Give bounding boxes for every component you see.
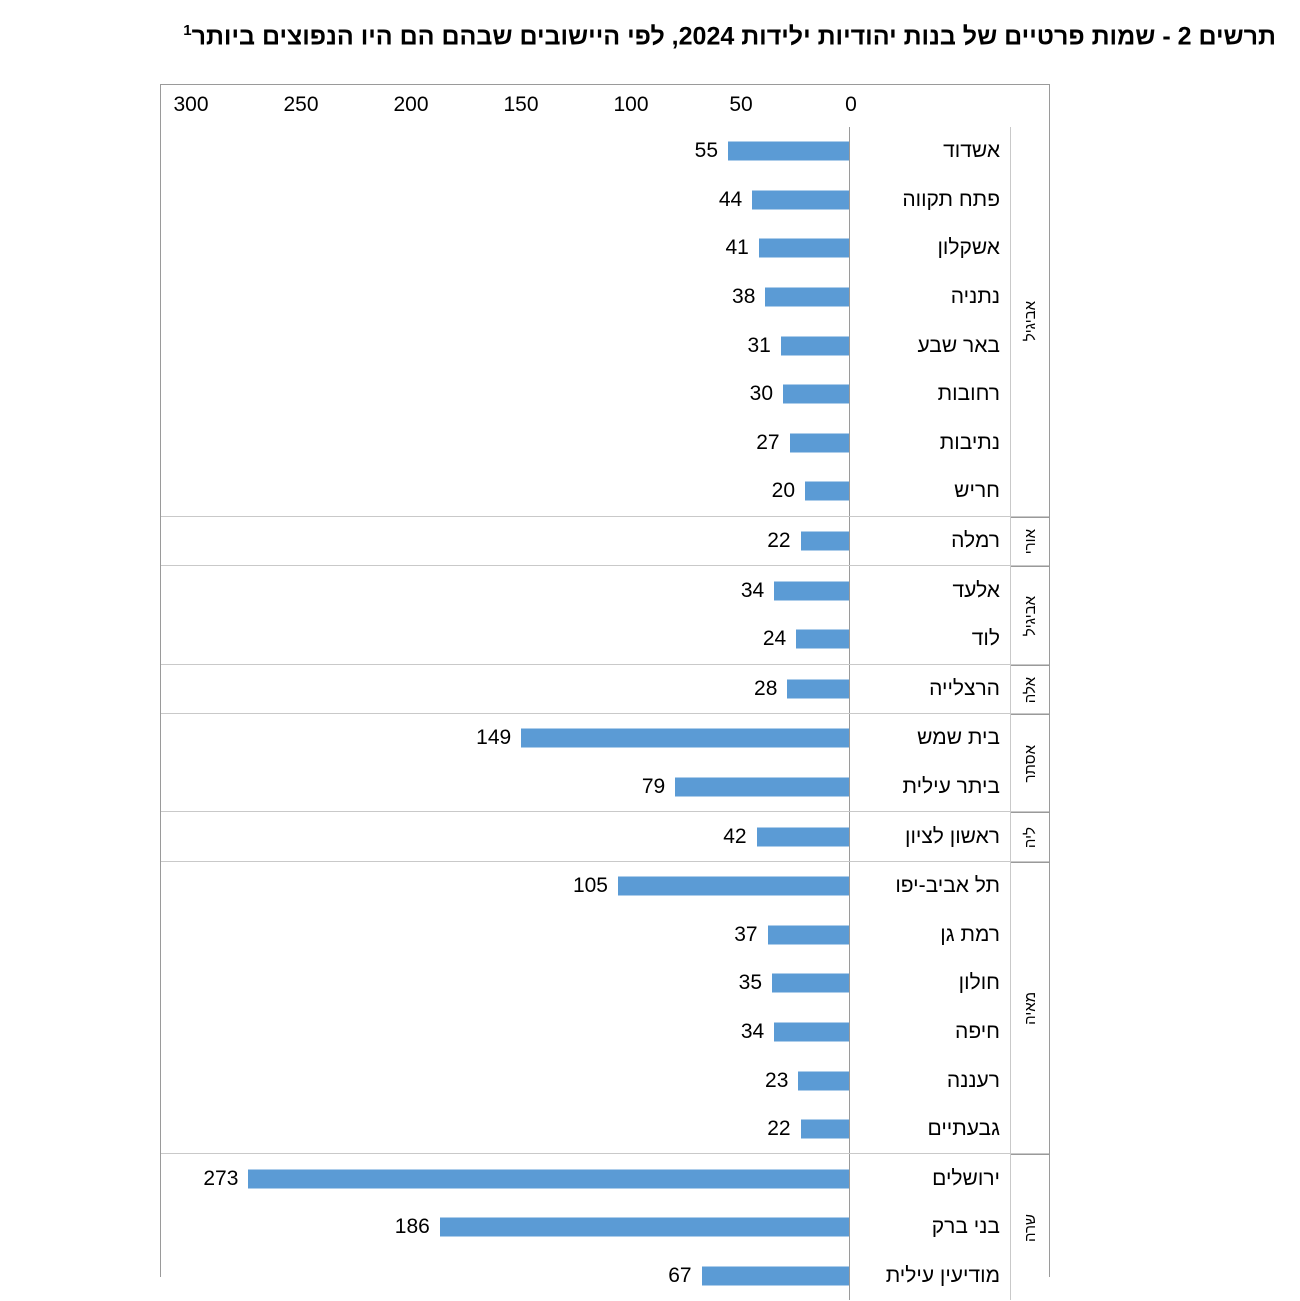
- bar: [757, 827, 849, 846]
- group-label-cell: [1011, 911, 1049, 960]
- x-axis-tick: 50: [729, 93, 753, 116]
- bar-row: [161, 911, 1049, 960]
- bar: [521, 729, 849, 748]
- group-label-cell: [1011, 273, 1049, 322]
- bar-row: [161, 1105, 1049, 1154]
- category-label-cell: [849, 321, 1011, 370]
- group-label: אביגיל: [1021, 301, 1039, 342]
- bar-cell: [161, 321, 849, 370]
- category-label: רעננה: [946, 1068, 1000, 1092]
- bar: [801, 1120, 849, 1139]
- x-axis-tick: 250: [283, 93, 319, 116]
- bar-row: [161, 615, 1049, 664]
- bar: [752, 190, 849, 209]
- bar-cell: [161, 1105, 849, 1154]
- bar-row: [161, 516, 1049, 566]
- category-label: תל אביב-יפו: [895, 874, 1000, 898]
- bar-cell: [161, 959, 849, 1008]
- group-label-cell: [1011, 1008, 1049, 1057]
- bar-row: [161, 1056, 1049, 1105]
- category-label: ראשון לציון: [905, 824, 1000, 848]
- bar-row: [161, 224, 1049, 273]
- group-label-cell: [1011, 176, 1049, 225]
- x-axis-tick: 150: [503, 93, 539, 116]
- bar-cell: [161, 127, 849, 176]
- bar-value-label: 22: [767, 529, 791, 553]
- bar-value-label: 67: [668, 1263, 692, 1287]
- bar: [675, 778, 849, 797]
- group-label-cell: [1011, 1056, 1049, 1105]
- x-axis: [161, 85, 1049, 127]
- page-title: [24, 22, 1276, 51]
- category-label-cell: [849, 763, 1011, 812]
- bar-cell: [161, 812, 849, 861]
- chart-plot-area: [160, 84, 1050, 1287]
- category-label-cell: [849, 370, 1011, 419]
- category-label-cell: [849, 1154, 1011, 1203]
- x-axis-tick: 200: [393, 93, 429, 116]
- category-label-cell: [849, 615, 1011, 664]
- bar-cell: [161, 1203, 849, 1252]
- bar-cell: [161, 517, 849, 566]
- bar-value-label: 28: [754, 676, 778, 700]
- category-label: ביתר עילית: [902, 775, 1000, 799]
- x-axis-tick: 0: [845, 93, 857, 116]
- bar-value-label: 55: [694, 139, 718, 163]
- bar-value-label: 34: [740, 1019, 765, 1043]
- bar-value-label: 105: [572, 874, 608, 898]
- bar-cell: [161, 665, 849, 714]
- bar-value-label: 79: [641, 775, 666, 799]
- category-label-cell: [849, 1056, 1011, 1105]
- category-label-cell: [849, 1008, 1011, 1057]
- category-label-cell: [849, 1252, 1011, 1301]
- bar: [765, 288, 849, 307]
- bar-row: [161, 321, 1049, 370]
- bar: [774, 1022, 849, 1041]
- bar-value-label: 34: [740, 578, 765, 602]
- category-label-cell: [849, 517, 1011, 566]
- bar: [702, 1266, 849, 1285]
- bar-value-label: 31: [747, 333, 771, 357]
- category-label-cell: [849, 127, 1011, 176]
- bar-row: [161, 664, 1049, 714]
- bar: [728, 142, 849, 161]
- category-label: נתיבות: [939, 430, 1000, 454]
- category-label-cell: [849, 1203, 1011, 1252]
- category-label-cell: [849, 959, 1011, 1008]
- group-label: מאיה: [1021, 992, 1039, 1026]
- x-axis-tick: 100: [613, 93, 649, 116]
- bar-cell: [161, 1252, 849, 1301]
- bar-row: [161, 763, 1049, 812]
- group-label-cell: [1011, 812, 1049, 862]
- category-label-cell: [849, 1105, 1011, 1154]
- group-label: אלה: [1021, 676, 1039, 703]
- bar-row: [161, 419, 1049, 468]
- bar-row: [161, 713, 1049, 783]
- category-label: לוד: [971, 627, 1000, 651]
- bar-value-label: 41: [725, 236, 749, 260]
- bar-value-label: 22: [767, 1117, 791, 1141]
- bar: [790, 433, 849, 452]
- category-label-cell: [849, 224, 1011, 273]
- bar-cell: [161, 467, 849, 516]
- group-label-cell: [1011, 370, 1049, 419]
- category-label: חריש: [954, 479, 1000, 503]
- category-label: מודיעין עילית: [885, 1263, 1000, 1287]
- bar-cell: [161, 1056, 849, 1105]
- bar-value-label: 149: [476, 726, 512, 750]
- bar: [798, 1071, 849, 1090]
- category-label-cell: [849, 812, 1011, 861]
- bar-row: [161, 1203, 1049, 1252]
- category-label-cell: [849, 467, 1011, 516]
- category-label: אשדוד: [943, 139, 1000, 163]
- bar: [759, 239, 849, 258]
- bar-row: [161, 811, 1049, 861]
- category-label: בני ברק: [931, 1215, 1000, 1239]
- bar-value-label: 35: [738, 971, 762, 995]
- group-label: ליה: [1021, 827, 1039, 849]
- bar-value-label: 42: [723, 824, 747, 848]
- group-label-cell: [1011, 321, 1049, 370]
- category-label-cell: [849, 862, 1011, 911]
- category-label: נתניה: [950, 285, 1000, 309]
- group-label-cell: [1011, 517, 1049, 567]
- bar-cell: [161, 862, 849, 911]
- bar: [801, 532, 849, 551]
- bar-row: [161, 176, 1049, 225]
- bar-row: [161, 565, 1049, 637]
- category-label: רחובות: [937, 382, 1000, 406]
- bar-cell: [161, 370, 849, 419]
- bar-cell: [161, 224, 849, 273]
- category-label-cell: [849, 714, 1011, 763]
- group-label-cell: [1011, 224, 1049, 273]
- category-label: באר שבע: [917, 333, 1000, 357]
- chart-title-text: תרשים 2 - שמות פרטיים של בנות יהודיות ילידות 2024, לפי היישובים שבהם הם היו הנפוצים ביותר: [191, 22, 1276, 51]
- bar-rows: [161, 127, 1049, 1287]
- bar-value-label: 37: [734, 922, 758, 946]
- category-label-cell: [849, 273, 1011, 322]
- bar: [248, 1169, 849, 1188]
- bar: [772, 974, 849, 993]
- group-label-cell: [1011, 763, 1049, 812]
- bar-cell: [161, 911, 849, 960]
- bar-value-label: 273: [203, 1166, 239, 1190]
- group-label-cell: [1011, 615, 1049, 664]
- group-label-cell: [1011, 1252, 1049, 1301]
- group-label-cell: [1011, 419, 1049, 468]
- title-footnote-marker: 1: [183, 22, 192, 39]
- category-label: הרצלייה: [929, 676, 1000, 700]
- group-label-cell: [1011, 665, 1049, 715]
- category-label: רמלה: [951, 529, 1000, 553]
- category-label-cell: [849, 566, 1011, 615]
- bar-row: [161, 370, 1049, 419]
- category-label: אשקלון: [937, 236, 1000, 260]
- bar-value-label: 44: [718, 187, 743, 211]
- bar-row: [161, 1008, 1049, 1057]
- bar-value-label: 20: [771, 479, 795, 503]
- category-label: רמת גן: [940, 922, 1000, 946]
- category-label: חולון: [958, 971, 1000, 995]
- group-label-cell: [1011, 1105, 1049, 1154]
- bar-value-label: 24: [762, 627, 787, 651]
- group-label: שרה: [1021, 1214, 1039, 1243]
- bar-row: [161, 1252, 1049, 1301]
- bar-cell: [161, 566, 849, 615]
- bar: [796, 630, 849, 649]
- bar-value-label: 23: [765, 1068, 789, 1092]
- bar-value-label: 38: [732, 285, 756, 309]
- category-label: גבעתיים: [927, 1117, 1000, 1141]
- category-label: חיפה: [955, 1019, 1000, 1043]
- group-label-cell: [1011, 959, 1049, 1008]
- bar: [805, 482, 849, 501]
- group-label-cell: [1011, 1203, 1049, 1252]
- bar: [781, 336, 849, 355]
- bar: [768, 925, 849, 944]
- bar: [783, 385, 849, 404]
- x-axis-tick: 300: [173, 93, 209, 116]
- group-label: אביגיל: [1021, 595, 1039, 637]
- bar-cell: [161, 615, 849, 664]
- category-label-cell: [849, 419, 1011, 468]
- bar-cell: [161, 763, 849, 812]
- bar-cell: [161, 1154, 849, 1203]
- group-label-cell: [1011, 467, 1049, 516]
- bar: [618, 877, 849, 896]
- bar: [774, 581, 849, 600]
- bar-cell: [161, 714, 849, 763]
- category-label-cell: [849, 176, 1011, 225]
- group-label: אורי: [1021, 529, 1039, 555]
- category-label-cell: [849, 665, 1011, 714]
- bar-value-label: 30: [749, 382, 773, 406]
- category-label: פתח תקווה: [902, 187, 1000, 211]
- category-label: אלעד: [952, 578, 1000, 602]
- bar-row: [161, 959, 1049, 1008]
- bar-cell: [161, 419, 849, 468]
- category-label: בית שמש: [917, 726, 1000, 750]
- category-label: ירושלים: [932, 1166, 1000, 1190]
- category-label-cell: [849, 911, 1011, 960]
- bar-row: [161, 467, 1049, 516]
- bar-value-label: 27: [756, 430, 780, 454]
- bar: [440, 1218, 849, 1237]
- bar-cell: [161, 176, 849, 225]
- bar-row: [161, 273, 1049, 322]
- bar: [787, 679, 849, 698]
- bar-value-label: 186: [394, 1215, 430, 1239]
- bar-cell: [161, 273, 849, 322]
- group-label: אסתר: [1021, 744, 1039, 783]
- bar-cell: [161, 1008, 849, 1057]
